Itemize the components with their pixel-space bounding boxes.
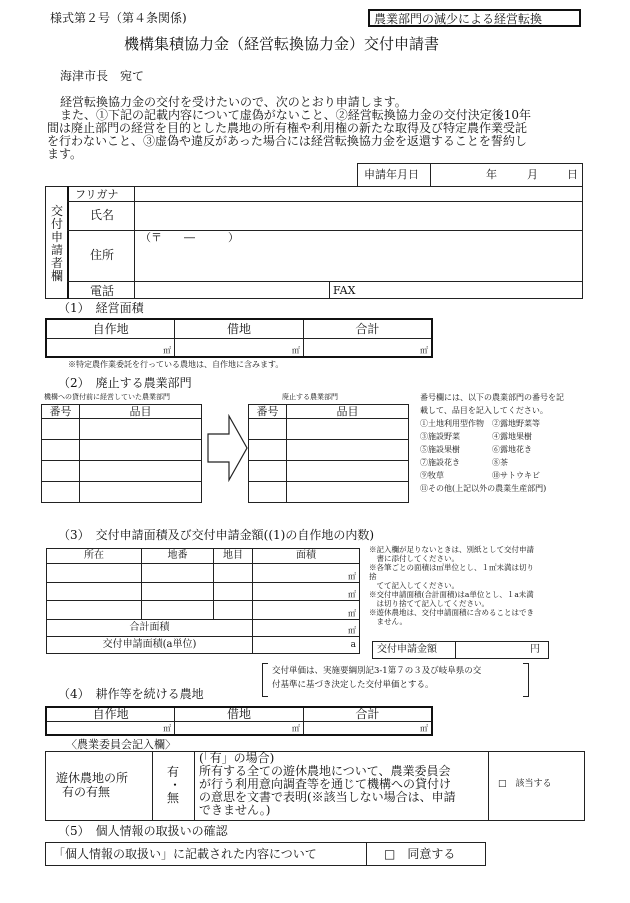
fax-field[interactable] — [360, 282, 582, 298]
postal-code: （〒 ― ） — [140, 231, 239, 244]
intro-line-5: ます。 — [47, 147, 83, 161]
area-cell[interactable]: ㎡ — [253, 601, 360, 620]
section-2-title: （2） 廃止する農業部門 — [58, 376, 192, 390]
number-cell[interactable] — [249, 461, 287, 482]
date-year: 年 — [486, 168, 497, 181]
number-cell[interactable] — [249, 482, 287, 503]
addressee: 海津市長 宛て — [60, 69, 145, 83]
phone-label: 電話 — [90, 284, 115, 298]
area-cell[interactable]: ㎡ — [253, 563, 360, 582]
number-cell[interactable] — [42, 419, 80, 440]
item-cell[interactable] — [80, 419, 202, 440]
address-label: 住所 — [90, 248, 115, 262]
total-header: 合計 — [303, 319, 432, 338]
owned-land-header: 自作地 — [46, 707, 175, 721]
amount-unit: 円 — [530, 644, 540, 655]
total-area-label: 合計面積 — [47, 620, 253, 637]
committee-label: 〈農業委員会記入欄〉 — [66, 738, 176, 751]
lot-cell[interactable] — [142, 582, 214, 601]
lot-cell[interactable] — [142, 601, 214, 620]
location-cell[interactable] — [47, 582, 142, 601]
bracket-right — [523, 663, 529, 697]
number-cell[interactable] — [42, 440, 80, 461]
phone-field[interactable] — [135, 282, 328, 298]
number-cell[interactable] — [42, 461, 80, 482]
bracket-left — [262, 663, 268, 697]
sector-notes: 番号欄には、以下の農業部門の番号を記 載して、品目を記入してください。 ①土地利用型作物 ②露地野菜等 ③施設野菜 ④露地果樹 ⑤施設果樹 ⑥露地花き ⑦施設花き ⑧茶 ⑨牧草 ⑩サトウキビ ⑪その他(上記以外の農業生産部門) — [420, 393, 564, 493]
category-cell[interactable] — [214, 563, 253, 582]
total-area-cell[interactable]: ㎡ — [303, 338, 432, 357]
parcel-table — [46, 548, 360, 654]
location-cell[interactable] — [47, 563, 142, 582]
owned-area-cell[interactable]: ㎡ — [46, 721, 175, 735]
col-location: 所在 — [47, 549, 142, 564]
intro-line-2: また、①下記の記載内容について虚偽がないこと、②経営転換協力金の交付決定後10年 — [60, 108, 532, 122]
management-area-table — [45, 318, 433, 358]
col-item: 品目 — [80, 405, 202, 419]
section-1-note: ※特定農作業委託を行っている農地は、自作地に含みます。 — [68, 360, 284, 369]
amount-label: 交付申請金額 — [377, 644, 437, 655]
date-label: 申請年月日 — [364, 168, 419, 181]
number-cell[interactable] — [249, 419, 287, 440]
owned-land-header: 自作地 — [46, 319, 175, 338]
rate-note-2: 付基準に基づき決定した交付単価とする。 — [272, 680, 434, 690]
parcel-notes: ※記入欄が足りないときは、別紙として交付申請 書に添付してください。 ※各筆ごとの面積は㎡単位とし、１㎡未満は切り 捨 てて記入してください。 ※交付申請面積(合計面積)はa単位とし、１a未満 は切り捨てて記入してください。 ※遊休農地は、交付申請面積に含めることはでき ません。 — [369, 545, 534, 626]
agree-checkbox[interactable]: □ 同意する — [384, 847, 456, 861]
date-day: 日 — [567, 168, 578, 181]
item-cell[interactable] — [287, 440, 409, 461]
before-sectors-table — [41, 404, 202, 503]
leased-area-cell[interactable]: ㎡ — [175, 338, 304, 357]
category-cell[interactable] — [214, 582, 253, 601]
section-1-title: （1） 経営面積 — [58, 301, 144, 315]
number-cell[interactable] — [249, 440, 287, 461]
total-area-cell[interactable]: ㎡ — [303, 721, 432, 735]
section-4-title: （4） 耕作等を続ける農地 — [58, 687, 204, 701]
applied-area-label: 交付申請面積(a単位) — [47, 637, 253, 654]
section-3-title: （3） 交付申請面積及び交付申請金額((1)の自作地の内数) — [58, 528, 374, 542]
col-number: 番号 — [249, 405, 287, 419]
item-cell[interactable] — [80, 461, 202, 482]
furigana-field[interactable] — [135, 187, 582, 201]
lot-cell[interactable] — [142, 563, 214, 582]
idle-label-1: 遊休農地の所 — [56, 771, 129, 785]
leased-land-header: 借地 — [175, 707, 304, 721]
col-number: 番号 — [42, 405, 80, 419]
name-field[interactable] — [135, 202, 582, 230]
intro-line-1: 経営転換協力金の交付を受けたいので、次のとおり申請します。 — [60, 95, 407, 109]
section-5-title: （5） 個人情報の取扱いの確認 — [58, 824, 228, 838]
item-cell[interactable] — [287, 482, 409, 503]
category-cell[interactable] — [214, 601, 253, 620]
leased-land-header: 借地 — [175, 319, 304, 338]
location-cell[interactable] — [47, 601, 142, 620]
item-cell[interactable] — [287, 461, 409, 482]
date-month: 月 — [527, 168, 538, 181]
before-caption: 機構への貸付前に経営していた農業部門 — [44, 393, 170, 401]
total-header: 合計 — [303, 707, 432, 721]
rate-note-1: 交付単価は、実施要綱別記3-1第７の３及び岐阜県の交 — [272, 666, 482, 676]
total-area-cell[interactable]: ㎡ — [253, 620, 360, 637]
name-label: 氏名 — [90, 208, 115, 222]
separator-dot: ・ — [169, 778, 182, 792]
col-area: 面積 — [253, 549, 360, 564]
item-cell[interactable] — [80, 440, 202, 461]
applied-area-cell[interactable]: a — [253, 637, 360, 654]
arrow-right-icon — [207, 414, 249, 482]
furigana-label: フリガナ — [75, 188, 119, 201]
item-cell[interactable] — [80, 482, 202, 503]
intro-line-3: 間は廃止部門の経営を目的とした農地の所有権や利用権の新たな取得及び特定農作業受託 — [47, 121, 528, 135]
item-cell[interactable] — [287, 419, 409, 440]
leased-area-cell[interactable]: ㎡ — [175, 721, 304, 735]
no-option[interactable]: 無 — [167, 791, 180, 805]
abolished-caption: 廃止する農業部門 — [282, 393, 338, 401]
owned-area-cell[interactable]: ㎡ — [46, 338, 175, 357]
intro-line-4: を行わないこと、③虚偽や違反があった場合には経営転換協力金を返還することを誓約し — [47, 134, 527, 148]
form-number: 様式第２号（第４条関係) — [50, 11, 187, 25]
area-cell[interactable]: ㎡ — [253, 582, 360, 601]
number-cell[interactable] — [42, 482, 80, 503]
privacy-statement: 「個人情報の取扱い」に記載された内容について — [53, 847, 317, 861]
col-lot-number: 地番 — [142, 549, 214, 564]
page-title: 機構集積協力金（経営転換協力金）交付申請書 — [124, 35, 440, 53]
fax-label: FAX — [333, 284, 356, 297]
applicable-checkbox[interactable]: □ 該当する — [498, 779, 552, 789]
col-land-category: 地目 — [214, 549, 253, 564]
applicant-side-label: 交 付 申 請 者 欄 — [50, 204, 63, 283]
idle-description: (「有」の場合) 所有する全ての遊休農地について、農業委員会 が行う利用意向調査等を通じて機構への貸付け の意思を文書で表明(※該当しない場合は、申請 できません。) — [199, 751, 456, 817]
continued-land-table — [45, 706, 433, 736]
abolished-sectors-table — [248, 404, 409, 503]
idle-label-2: 有の有無 — [62, 785, 111, 799]
col-item: 品目 — [287, 405, 409, 419]
yes-option[interactable]: 有 — [167, 765, 180, 779]
address-field[interactable] — [135, 245, 582, 280]
category-box: 農業部門の減少による経営転換 — [368, 9, 581, 27]
